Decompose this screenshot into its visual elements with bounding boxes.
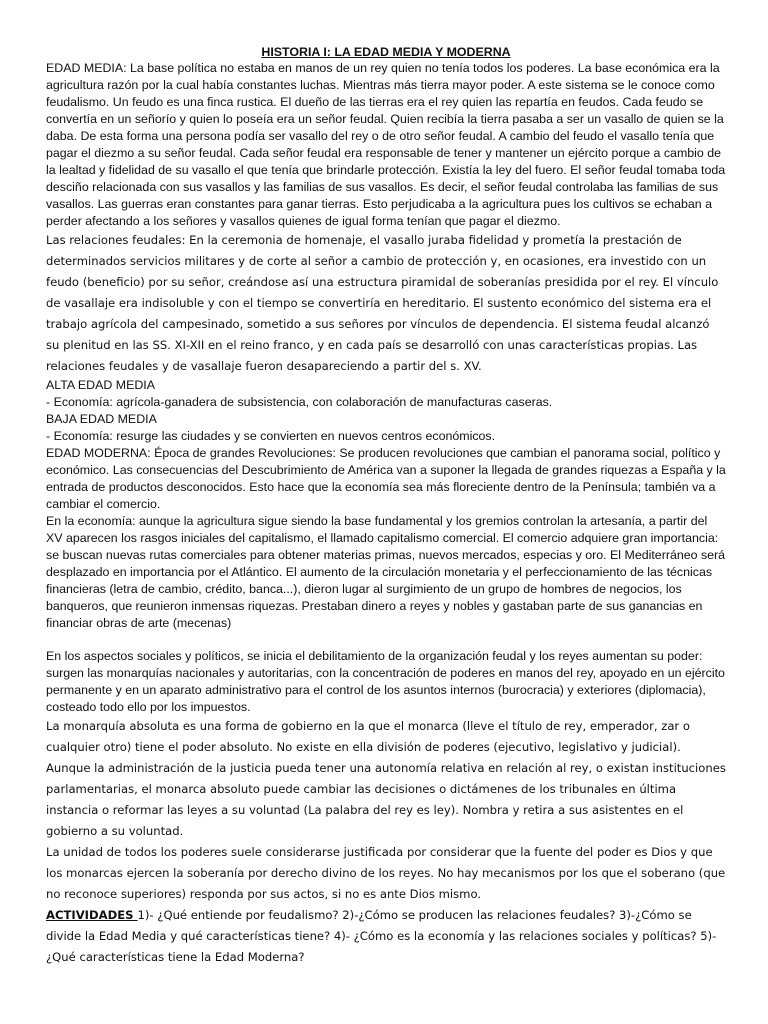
heading-alta-edad-media: ALTA EDAD MEDIA: [46, 378, 156, 392]
item-alta-economia: - Economía: agrícola-ganadera de subsistencia, con colaboración de manufacturas caseras.: [46, 395, 553, 409]
heading-baja-edad-media: BAJA EDAD MEDIA: [46, 412, 157, 426]
actividades-text: 1)- ¿Qué entiende por feudalismo? 2)-¿Cómo se producen las relaciones feudales? 3)-¿Cómo se divide la Edad Media y qué características tiene? 4)- ¿Cómo es la economía y las relaciones sociales y políticas? 5)- ¿Qué características tiene la Edad Moderna?: [46, 908, 717, 964]
paragraph-edad-moderna: EDAD MODERNA: Época de grandes Revoluciones: Se producen revoluciones que cambian el panorama social, político y económico. Las consecuencias del Descubrimiento de América van a suponer la llegada de grandes riquezas a España y la entrada de productos desconocidos. Esto hace que la economía sea más floreciente dentro de la Península; también va a cambiar el comercio.: [46, 446, 726, 511]
actividades-section: [46, 905, 726, 968]
item-baja-economia: - Economía: resurge las ciudades y se convierten en nuevos centros económicos.: [46, 429, 496, 443]
paragraph-relaciones-feudales: Las relaciones feudales: En la ceremonia de homenaje, el vasallo juraba fidelidad y prometía la prestación de determinados servicios militares y de corte al señor a cambio de protección y, en ocasiones, era investido con un feudo (beneficio) por su señor, creándose así una estructura piramidal de soberanías presidida por el rey. El vínculo de vasallaje era indisoluble y con el tiempo se convertiría en hereditario. El sustento económico del sistema era el trabajo agrícola del campesinado, sometido a sus señores por vínculos de dependencia. El sistema feudal alcanzó su plenitud en las SS. XI-XII en el reino franco, y en cada país se desarrolló con unas características propias. Las relaciones feudales y de vasallaje fueron desapareciendo a partir del s. XV.: [46, 233, 719, 373]
document-page: [46, 44, 726, 968]
paragraph-aspectos-sociales: En los aspectos sociales y políticos, se inicia el debilitamiento de la organización feudal y los reyes aumentan su poder: surgen las monarquías nacionales y autoritarias, con la concentración de poderes en manos del rey, apoyado en un ejército permanente y en un aparato administrativo para el control de los asuntos internos (burocracia) y exteriores (diplomacia), costeado todo ello por los impuestos.: [46, 649, 725, 714]
paragraph-unidad-poderes: La unidad de todos los poderes suele considerarse justificada por considerar que la fuente del poder es Dios y que los monarcas ejercen la soberanía por derecho divino de los reyes. No hay mecanismos por los que el soberano (que no reconoce superiores) responda por sus actos, si no es ante Dios mismo.: [46, 845, 726, 901]
document-title: HISTORIA I: LA EDAD MEDIA Y MODERNA: [261, 45, 511, 59]
paragraph-edad-media: EDAD MEDIA: La base política no estaba en manos de un rey quien no tenía todos los poderes. La base económica era la agricultura razón por la cual había constantes luchas. Mientras más tierra mayor poder. A este sistema se le conoce como feudalismo. Un feudo es una finca rustica. El dueño de las tierras era el rey quien las repartía en feudos. Cada feudo se convertía en un señorío y quien lo poseía era un señor feudal. Quien recibía la tierra pasaba a ser un vasallo de quien se la daba. De esta forma una persona podía ser vasallo del rey o de otro señor feudal. A cambio del feudo el vasallo tenía que pagar el diezmo a su señor feudal. Cada señor feudal era responsable de tener y mantener un ejército porque a cambio de la lealtad y fidelidad de su vasallo el que tenía que brindarle protección. Existía la ley del fuero. El señor feudal tomaba toda desciño relacionada con sus vasallos y las familias de sus vasallos. Es decir, el señor feudal controlaba las familias de sus vasallos. Las guerras eran constantes para ganar tierras. Esto perjudicaba a la agricultura pues los cultivos se echaban a perder afectando a los señores y vasallos quienes de igual forma tenían que pagar el diezmo.: [46, 61, 726, 228]
actividades-label: ACTIVIDADES: [46, 908, 138, 922]
blank-line: [46, 632, 726, 648]
paragraph-economia: En la economía: aunque la agricultura sigue siendo la base fundamental y los gremios controlan la artesanía, a partir del XV aparecen los rasgos iniciales del capitalismo, el llamado capitalismo comercial. El comercio adquiere gran importancia: se buscan nuevas rutas comerciales para obtener materias primas, nuevos mercados, especias y oro. El Mediterráneo será desplazado en importancia por el Atlántico. El aumento de la circulación monetaria y el perfeccionamiento de las técnicas financieras (letra de cambio, crédito, banca...), dieron lugar al surgimiento de un grupo de hombres de negocios, los banqueros, que reunieron inmensas riquezas. Prestaban dinero a reyes y nobles y gastaban parte de sus ganancias en financiar obras de arte (mecenas): [46, 514, 726, 630]
paragraph-monarquia-absoluta: La monarquía absoluta es una forma de gobierno en la que el monarca (lleve el título de rey, emperador, zar o cualquier otro) tiene el poder absoluto. No existe en ella división de poderes (ejecutivo, legislativo y judicial). Aunque la administración de la justicia pueda tener una autonomía relativa en relación al rey, o existan instituciones parlamentarias, el monarca absoluto puede cambiar las decisiones o dictámenes de los tribunales en última instancia o reformar las leyes a su voluntad (La palabra del rey es ley). Nombra y retira a sus asistentes en el gobierno a su voluntad.: [46, 719, 726, 838]
